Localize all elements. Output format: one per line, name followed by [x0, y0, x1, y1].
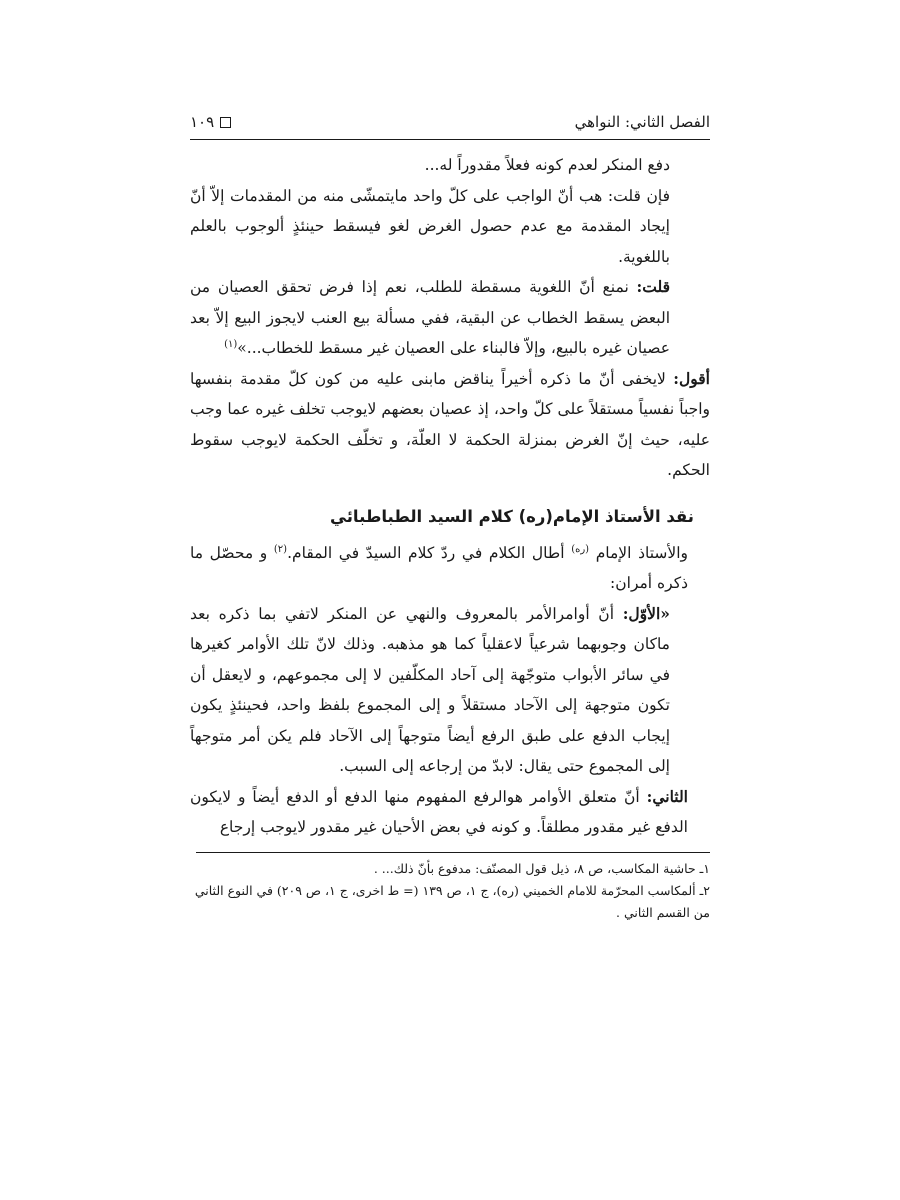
paragraph-text: نمنع أنّ اللغوية مسقطة للطلب، نعم إذا فرض تحقق العصيان من البعض يسقط الخطاب عن البقية، ففي مسألة بيع العنب لايجوز البيع إلاّ بعد عصيان غيره بالبيع، وإلاّ فالبناء على العصيان غير مسقط للخطاب...»: [190, 278, 670, 357]
paragraph-lead: الثاني:: [646, 786, 688, 806]
paragraph-text: و محصّل ما ذكره أمران:: [190, 543, 688, 592]
paragraph-text: أنّ أوامرالأمر بالمعروف والنهي عن المنكر لاتفي بما ذكره بعد ماكان وجوبهما شرعياً لاعقلياً كما هو مذهبه. وذلك لانّ تلك الأوامر كغيرها في سائر الأبواب متوجّهة إلى آحاد المكلّفين لا إلى مجموعهم، و لايعقل أن تكون متوجهة إلى الآحاد مستقلاً و إلى المجموع بلفظ واحد، فحينئذٍ يكون إيجاب الدفع على طبق الرفع أيضاً متوجهاً إلى الآحاد فلم يكن أمر متوجهاً إلى المجموع حتى يقال: لابدّ من إرجاعه إلى السبب.: [190, 604, 670, 775]
paragraph: [190, 782, 710, 843]
page-number-block: [190, 113, 231, 131]
square-ornament-icon: [220, 117, 231, 128]
footnote-ref: (١): [224, 338, 238, 350]
paragraph-lead: قلت:: [636, 277, 670, 296]
honorific: (ره): [571, 543, 590, 555]
chapter-title: الفصل الثاني: النواهي: [574, 113, 710, 131]
spacer: [190, 486, 710, 502]
paragraph: [190, 364, 710, 486]
footnotes: [190, 858, 710, 924]
paragraph: دفع المنكر لعدم كونه فعلاً مقدوراً له...: [424, 156, 670, 174]
paragraph-lead: «الأوّل:: [622, 603, 670, 623]
paragraph: [190, 538, 710, 599]
paragraph: [190, 599, 710, 782]
main-text: [190, 150, 710, 843]
page-number: ١٠٩: [190, 113, 215, 131]
footnote-ref: (٢): [273, 543, 288, 555]
book-page: [190, 0, 710, 1200]
footnote-1: ١ـ حاشية المكاسب، ص ٨، ذيل قول المصنّف: مدفوع بأنّ ذلك... .: [373, 861, 710, 876]
paragraph-text: أطال الكلام في ردّ كلام السيدّ في المقام.: [287, 543, 572, 562]
paragraph-text: والأستاذ الإمام: [589, 543, 689, 562]
paragraph: فإن قلت: هب أنّ الواجب على كلّ واحد مايتمشّى منه من المقدمات إلاّ أنّ إيجاد المقدمة مع عدم حصول الغرض لغو فيسقط حينئذٍ ألوجوب بالعلم باللغوية.: [190, 186, 670, 266]
paragraph-lead: أقول:: [673, 368, 710, 388]
paragraph-text: أنّ متعلق الأوامر هوالرفع المفهوم منها الدفع أو الدفع أيضاً و لايكون الدفع غير مقدور مطلقاً. و كونه في بعض الأحيان غير مقدور لايوجب إرجاع: [190, 787, 688, 836]
section-heading: نقد الأستاذ الإمام(ره) كلام السيد الطباطبائي: [330, 506, 694, 526]
header-rule: [190, 139, 710, 140]
footnote-rule: [196, 852, 710, 853]
running-header: [190, 106, 710, 138]
paragraph: [190, 272, 710, 364]
footnote-2: ٢ـ ألمكاسب المحرّمة للامام الخميني (ره)، ج ١، ص ١٣٩ (= ط اخرى، ج ١، ص ٢٠٩) في النوع الثاني من القسم الثاني .: [194, 883, 710, 920]
paragraph-text: لايخفى أنّ ما ذكره أخيراً يناقض مابنى عليه من كون كلّ مقدمة بنفسها واجباً نفسياً مستقلاً على كلّ واحد، إذ عصيان بعضهم لايوجب تخلف غيره عما وجب عليه، حيث إنّ الغرض بمنزلة الحكمة لا العلّة، و تخلّف الحكمة لايوجب سقوط الحكم.: [190, 369, 710, 479]
